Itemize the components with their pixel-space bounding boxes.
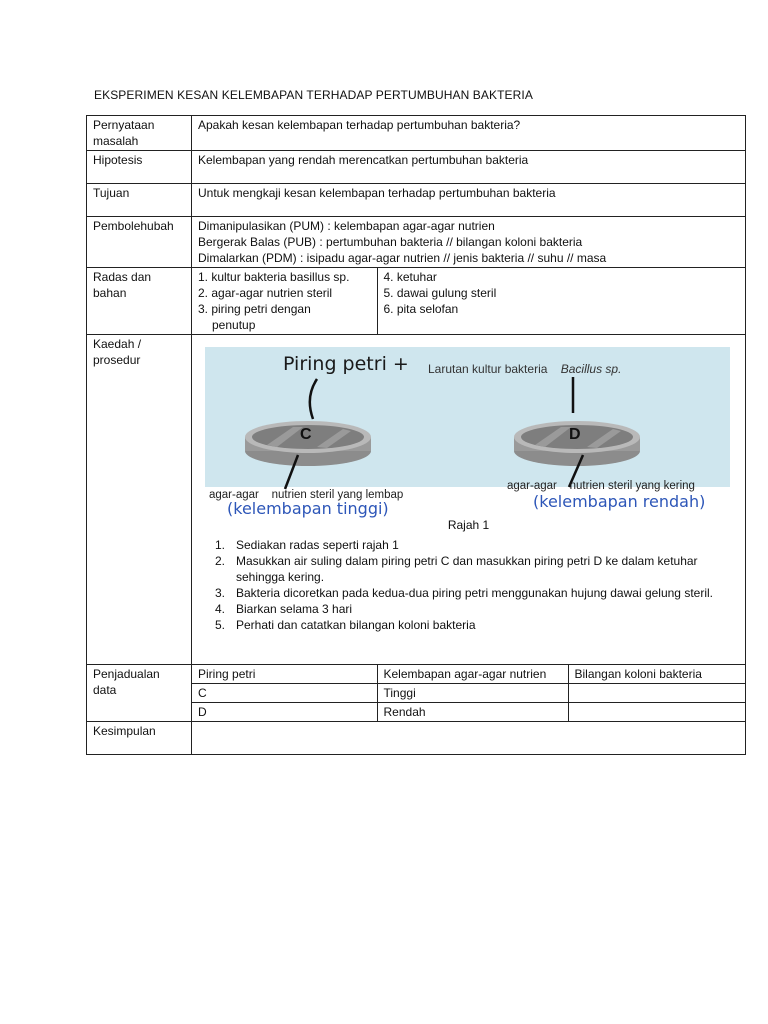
material-item: 2. agar-agar nutrien steril xyxy=(198,286,333,300)
row-variables xyxy=(87,217,746,268)
data-table xyxy=(192,665,745,721)
culture-solution-label xyxy=(428,361,621,377)
procedure-step: 2. Masukkan air suling dalam piring petri C dan masukkan piring petri D ke dalam ketuhar sehingga kering. xyxy=(215,554,698,584)
label-aim: Tujuan xyxy=(87,184,192,217)
dish-d-letter: D xyxy=(569,426,581,443)
row-tabulation xyxy=(87,665,746,722)
value-problem: Apakah kesan kelembapan terhadap pertumbuhan bakteria? xyxy=(192,116,746,151)
handwritten-petri-label: Piring petri + xyxy=(283,353,409,375)
material-item: 5. dawai gulung steril xyxy=(383,286,497,300)
dish-c-letter: C xyxy=(300,426,312,443)
header-cell: Kelembapan agar-agar nutrien xyxy=(377,665,568,684)
label-problem: Pernyataan masalah xyxy=(87,116,192,151)
procedure-step: 4. Biarkan selama 3 hari xyxy=(215,602,353,616)
procedure-step: 3. Bakteria dicoretkan pada kedua-dua piring petri menggunakan hujung dawai gelung steril. xyxy=(215,586,713,600)
value-method xyxy=(192,335,746,665)
material-item: penutup xyxy=(212,318,256,332)
variable-responding: Bergerak Balas (PUB) : pertumbuhan bakteria // bilangan koloni bakteria xyxy=(198,235,583,249)
row-aim xyxy=(87,184,746,217)
procedure-steps xyxy=(192,537,745,633)
bacillus-label: Bacillus sp. xyxy=(560,362,622,376)
variable-manipulated: Dimanipulasikan (PUM) : kelembapan agar-agar nutrien xyxy=(198,219,495,233)
experiment-table xyxy=(86,115,746,755)
label-tabulation: Penjadualan data xyxy=(87,665,192,722)
table-cell[interactable] xyxy=(568,703,745,722)
variable-constant: Dimalarkan (PDM) : isipadu agar-agar nutrien // jenis bakteria // suhu // masa xyxy=(198,251,607,265)
row-conclusion xyxy=(87,722,746,755)
data-table-row xyxy=(192,703,745,722)
figure-caption: Rajah 1 xyxy=(447,518,490,532)
row-materials xyxy=(87,268,746,335)
value-tabulation xyxy=(192,665,746,722)
label-hypothesis: Hipotesis xyxy=(87,151,192,184)
table-cell[interactable] xyxy=(568,684,745,703)
right-agar-caption: agar-agar nutrien steril yang kering xyxy=(507,480,695,492)
label-materials: Radas dan bahan xyxy=(87,268,192,335)
row-hypothesis xyxy=(87,151,746,184)
materials-left xyxy=(192,268,377,334)
document-title: EKSPERIMEN KESAN KELEMBAPAN TERHADAP PERTUMBUHAN BAKTERIA xyxy=(94,88,533,102)
materials-right xyxy=(377,268,745,334)
label-method: Kaedah / prosedur xyxy=(87,335,192,665)
row-method xyxy=(87,335,746,665)
table-cell: Tinggi xyxy=(377,684,568,703)
procedure-step: 1. Sediakan radas seperti rajah 1 xyxy=(215,538,399,552)
handwritten-low-humidity: (kelembapan rendah) xyxy=(533,492,706,511)
data-table-row xyxy=(192,684,745,703)
row-problem xyxy=(87,116,746,151)
value-aim: Untuk mengkaji kesan kelembapan terhadap pertumbuhan bakteria xyxy=(192,184,746,217)
table-cell: D xyxy=(192,703,377,722)
culture-label-text: Larutan kultur bakteria xyxy=(428,362,548,376)
value-variables xyxy=(192,217,746,268)
table-cell: Rendah xyxy=(377,703,568,722)
material-item: 6. pita selofan xyxy=(383,302,459,316)
material-item: 1. kultur bakteria basillus sp. xyxy=(198,270,350,284)
left-agar-caption: agar-agar nutrien steril yang lembap xyxy=(209,489,404,501)
value-hypothesis: Kelembapan yang rendah merencatkan pertumbuhan bakteria xyxy=(192,151,746,184)
header-cell: Piring petri xyxy=(198,667,256,681)
label-conclusion: Kesimpulan xyxy=(87,722,192,755)
procedure-step: 5. Perhati dan catatkan bilangan koloni bakteria xyxy=(215,618,476,632)
handwritten-high-humidity: (kelembapan tinggi) xyxy=(227,499,389,518)
data-table-header xyxy=(192,665,745,684)
label-variables: Pembolehubah xyxy=(87,217,192,268)
petri-dish-figure xyxy=(205,347,730,518)
header-cell: Bilangan koloni bakteria xyxy=(568,665,745,684)
value-materials xyxy=(192,268,746,335)
material-item: 3. piring petri dengan xyxy=(198,302,311,316)
value-conclusion[interactable] xyxy=(192,722,746,755)
table-cell: C xyxy=(192,684,377,703)
material-item: 4. ketuhar xyxy=(383,270,437,284)
